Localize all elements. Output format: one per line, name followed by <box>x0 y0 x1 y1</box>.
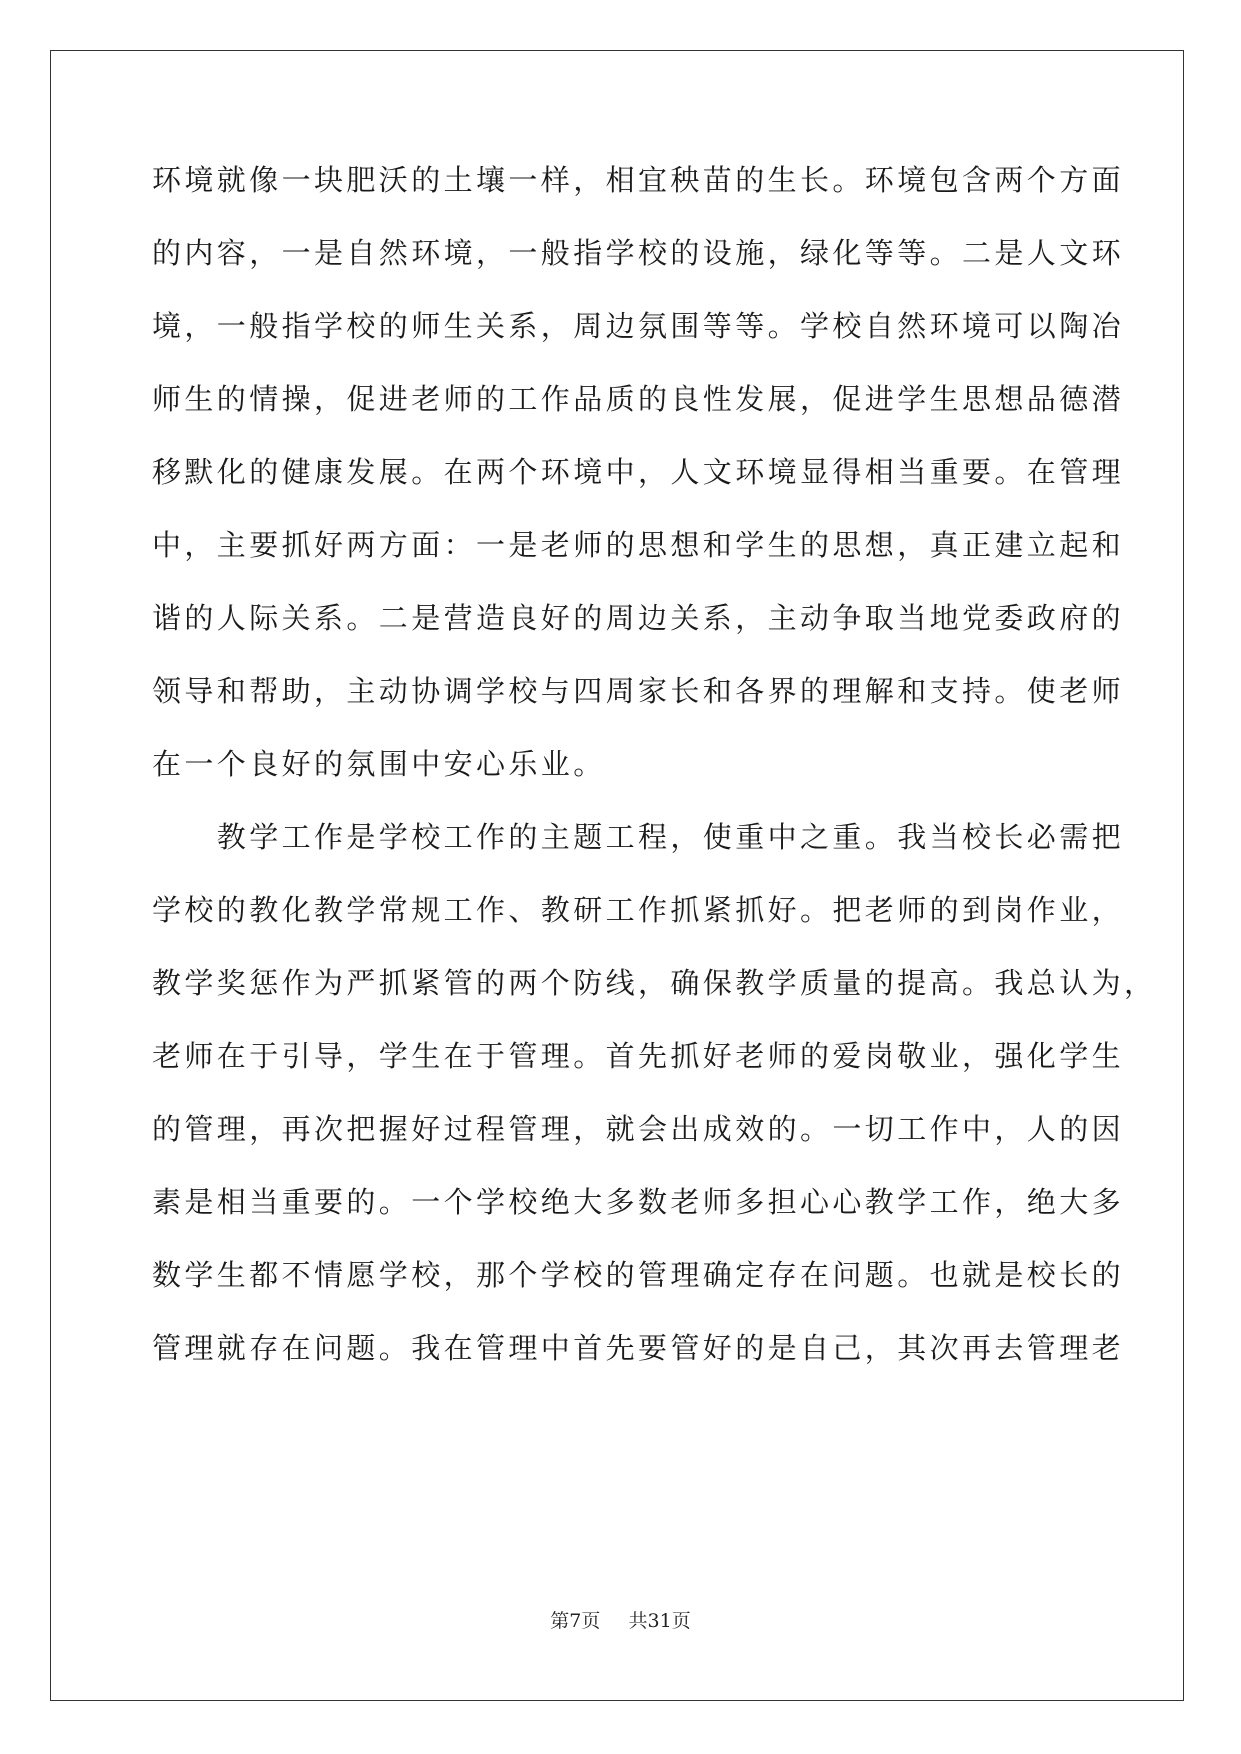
text-line: 师生的情操，促进老师的工作品质的良性发展，促进学生思想品德潜 <box>152 382 1125 416</box>
page-footer <box>0 1606 1241 1633</box>
text-line: 数学生都不情愿学校，那个学校的管理确定存在问题。也就是校长的 <box>152 1258 1125 1292</box>
text-line: 中，主要抓好两方面：一是老师的思想和学生的思想，真正建立起和 <box>152 528 1125 562</box>
page-frame <box>50 50 1184 1701</box>
text-line: 境，一般指学校的师生关系，周边氛围等等。学校自然环境可以陶冶 <box>152 309 1125 343</box>
text-line: 老师在于引导，学生在于管理。首先抓好老师的爱岗敬业，强化学生 <box>152 1039 1125 1073</box>
text-line: 谐的人际关系。二是营造良好的周边关系，主动争取当地党委政府的 <box>152 601 1125 635</box>
text-line: 领导和帮助，主动协调学校与四周家长和各界的理解和支持。使老师 <box>152 674 1125 708</box>
text-line: 教学奖惩作为严抓紧管的两个防线，确保教学质量的提高。我总认为， <box>152 966 1157 1000</box>
text-line: 移默化的健康发展。在两个环境中，人文环境显得相当重要。在管理 <box>152 455 1125 489</box>
text-line: 的管理，再次把握好过程管理，就会出成效的。一切工作中，人的因 <box>152 1112 1125 1146</box>
text-line: 教学工作是学校工作的主题工程，使重中之重。我当校长必需把 <box>152 820 1125 854</box>
text-line: 在一个良好的氛围中安心乐业。 <box>152 747 606 781</box>
text-line: 环境就像一块肥沃的土壤一样，相宜秧苗的生长。环境包含两个方面 <box>152 163 1125 197</box>
text-line: 管理就存在问题。我在管理中首先要管好的是自己，其次再去管理老 <box>152 1331 1125 1365</box>
text-line: 学校的教化教学常规工作、教研工作抓紧抓好。把老师的到岗作业， <box>152 893 1125 927</box>
text-line: 素是相当重要的。一个学校绝大多数老师多担心心教学工作，绝大多 <box>152 1185 1125 1219</box>
current-page-number: 第7页 <box>550 1610 601 1632</box>
total-pages: 共31页 <box>628 1610 691 1632</box>
text-line: 的内容，一是自然环境，一般指学校的设施，绿化等等。二是人文环 <box>152 236 1125 270</box>
